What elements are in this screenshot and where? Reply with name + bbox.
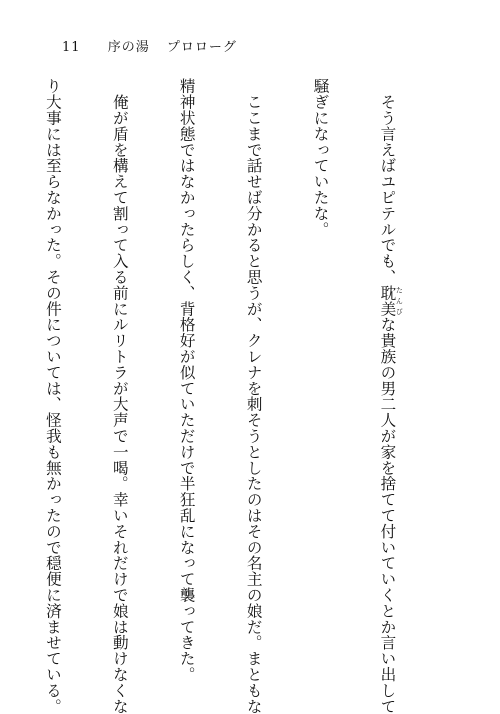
text-line: 騒ぎになっていたな。 <box>311 78 330 237</box>
page-number: 11 <box>62 40 81 55</box>
text-line: ここまで話せば分かると思うが、クレナを刺そうとしたのはその名主の娘だ。まともな <box>244 78 263 714</box>
running-header <box>62 36 237 55</box>
ruby-tanbi: 耽美 たんび <box>378 284 404 317</box>
text-line: 俺が盾を構えて割って入る前にルリトラが大声で一喝。幸いそれだけで娘は動けなくな <box>110 78 129 714</box>
chapter-title: 序の湯 <box>107 40 150 55</box>
vertical-body-text <box>0 78 448 714</box>
text-line: そう言えばユピテルでも、耽美 たんびな貴族の男二人が家を捨てて付いていくとか言い出して <box>378 78 404 714</box>
text-line: 精神状態ではなかったらしく、背格好が似ていただけで半狂乱になって襲ってきた。 <box>177 78 196 683</box>
text-line: り大事には至らなかった。その件については、怪我も無かったので穏便に済ませている。 <box>43 78 62 714</box>
section-title: プロローグ <box>166 40 237 55</box>
